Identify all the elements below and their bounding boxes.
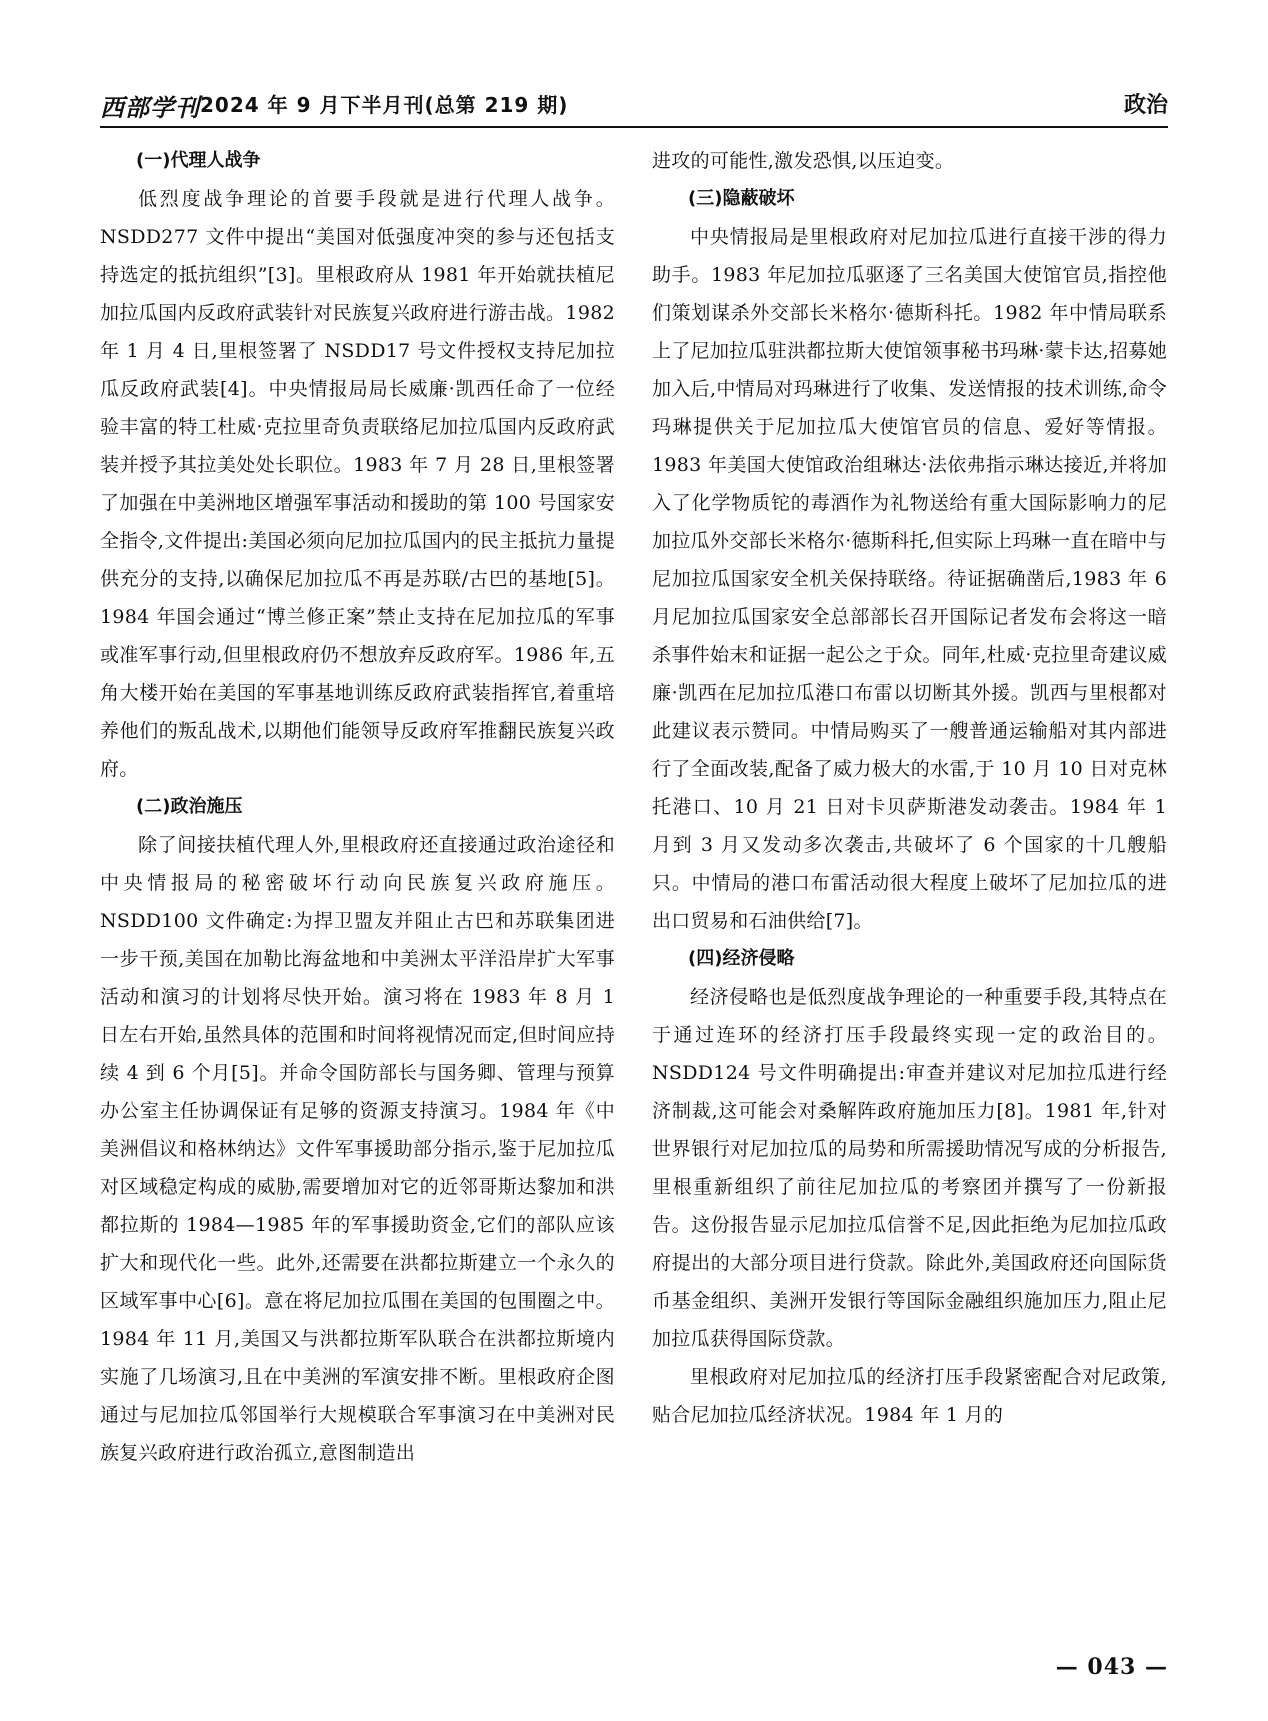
issue-info: 2024 年 9 月下半月刊(总第 219 期) [200, 93, 569, 117]
paragraph-proxy-war: 低烈度战争理论的首要手段就是进行代理人战争。NSDD277 文件中提出“美国对低强度冲突的参与还包括支持选定的抵抗组织”[3]。里根政府从 1981 年开始就扶植尼加拉瓜国内反政府武装针对民族复兴政府进行游击战。1982 年 1 月 4 日,里根签署了 NSDD17 号文件授权支持尼加拉瓜反政府武装[4]。中央情报局局长威廉·凯西任命了一位经验丰富的特工杜威·克拉里奇负责联络尼加拉瓜国内反政府武装并授予其拉美处处长职位。1983 年 7 月 28 日,里根签署了加强在中美洲地区增强军事活动和援助的第 100 号国家安全指令,文件提出:美国必须向尼加拉瓜国内的民主抵抗力量提供充分的支持,以确保尼加拉瓜不再是苏联/古巴的基地[5]。1984 年国会通过“博兰修正案”禁止支持在尼加拉瓜的军事或准军事行动,但里根政府仍不想放弃反政府军。1986 年,五角大楼开始在美国的军事基地训练反政府武装指挥官,着重培养他们的叛乱战术,以期他们能领导反政府军推翻民族复兴政府。 [100, 188, 615, 780]
section-heading-proxy-war: (一)代理人战争 [136, 150, 261, 171]
page-number: — 043 — [1055, 1654, 1168, 1680]
journal-logo: 西部学刊 [100, 93, 200, 122]
paragraph-economic-pressure: 里根政府对尼加拉瓜的经济打压手段紧密配合对尼政策,贴合尼加拉瓜经济状况。1984 年 1 月的 [652, 1366, 1167, 1426]
left-column [100, 142, 615, 1472]
section-heading-political-pressure: (二)政治施压 [136, 796, 243, 817]
section-name: 政治 [1123, 93, 1168, 118]
paragraph-political-pressure: 除了间接扶植代理人外,里根政府还直接通过政治途径和中央情报局的秘密破坏行动向民族复兴政府施压。NSDD100 文件确定:为捍卫盟友并阻止古巴和苏联集团进一步干预,美国在加勒比海盆地和中美洲太平洋沿岸扩大军事活动和演习的计划将尽快开始。演习将在 1983 年 8 月 1 日左右开始,虽然具体的范围和时间将视情况而定,但时间应持续 4 到 6 个月[5]。并命令国防部长与国务卿、管理与预算办公室主任协调保证有足够的资源支持演习。1984 年《中美洲倡议和格林纳达》文件军事援助部分指示,鉴于尼加拉瓜对区域稳定构成的威胁,需要增加对它的近邻哥斯达黎加和洪都拉斯的 1984—1985 年的军事援助资金,它们的部队应该扩大和现代化一些。此外,还需要在洪都拉斯建立一个永久的区域军事中心[6]。意在将尼加拉瓜围在美国的包围圈之中。1984 年 11 月,美国又与洪都拉斯军队联合在洪都拉斯境内实施了几场演习,且在中美洲的军演安排不断。里根政府企图通过与尼加拉瓜邻国举行大规模联合军事演习在中美洲对民族复兴政府进行政治孤立,意图制造出 [100, 834, 615, 1464]
paragraph-covert-sabotage: 中央情报局是里根政府对尼加拉瓜进行直接干涉的得力助手。1983 年尼加拉瓜驱逐了三名美国大使馆官员,指控他们策划谋杀外交部长米格尔·德斯科托。1982 年中情局联系上了尼加拉瓜驻洪都拉斯大使馆领事秘书玛琳·蒙卡达,招募她加入后,中情局对玛琳进行了收集、发送情报的技术训练,命令玛琳提供关于尼加拉瓜大使馆官员的信息、爱好等情报。1983 年美国大使馆政治组琳达·法依弗指示琳达接近,并将加入了化学物质铊的毒酒作为礼物送给有重大国际影响力的尼加拉瓜外交部长米格尔·德斯科托,但实际上玛琳一直在暗中与尼加拉瓜国家安全机关保持联络。待证据确凿后,1983 年 6 月尼加拉瓜国家安全总部部长召开国际记者发布会将这一暗杀事件始末和证据一起公之于众。同年,杜威·克拉里奇建议威廉·凯西在尼加拉瓜港口布雷以切断其外援。凯西与里根都对此建议表示赞同。中情局购买了一艘普通运输船对其内部进行了全面改装,配备了威力极大的水雷,于 10 月 10 日对克林托港口、10 月 21 日对卡贝萨斯港发动袭击。1984 年 1 月到 3 月又发动多次袭击,共破坏了 6 个国家的十几艘船只。中情局的港口布雷活动很大程度上破坏了尼加拉瓜的进出口贸易和石油供给[7]。 [652, 226, 1167, 932]
paragraph-economic-aggression: 经济侵略也是低烈度战争理论的一种重要手段,其特点在于通过连环的经济打压手段最终实现一定的政治目的。NSDD124 号文件明确提出:审查并建议对尼加拉瓜进行经济制裁,这可能会对桑解阵政府施加压力[8]。1981 年,针对世界银行对尼加拉瓜的局势和所需援助情况写成的分析报告,里根重新组织了前往尼加拉瓜的考察团并撰写了一份新报告。这份报告显示尼加拉瓜信誉不足,因此拒绝为尼加拉瓜政府提出的大部分项目进行贷款。除此外,美国政府还向国际货币基金组织、美洲开发银行等国际金融组织施加压力,阻止尼加拉瓜获得国际贷款。 [652, 986, 1167, 1350]
section-heading-economic-aggression: (四)经济侵略 [688, 948, 795, 969]
running-header [100, 86, 1168, 128]
section-heading-covert-sabotage: (三)隐蔽破坏 [688, 188, 795, 209]
right-column [652, 142, 1167, 1434]
paragraph-continued: 进攻的可能性,激发恐惧,以压迫变。 [652, 150, 955, 172]
